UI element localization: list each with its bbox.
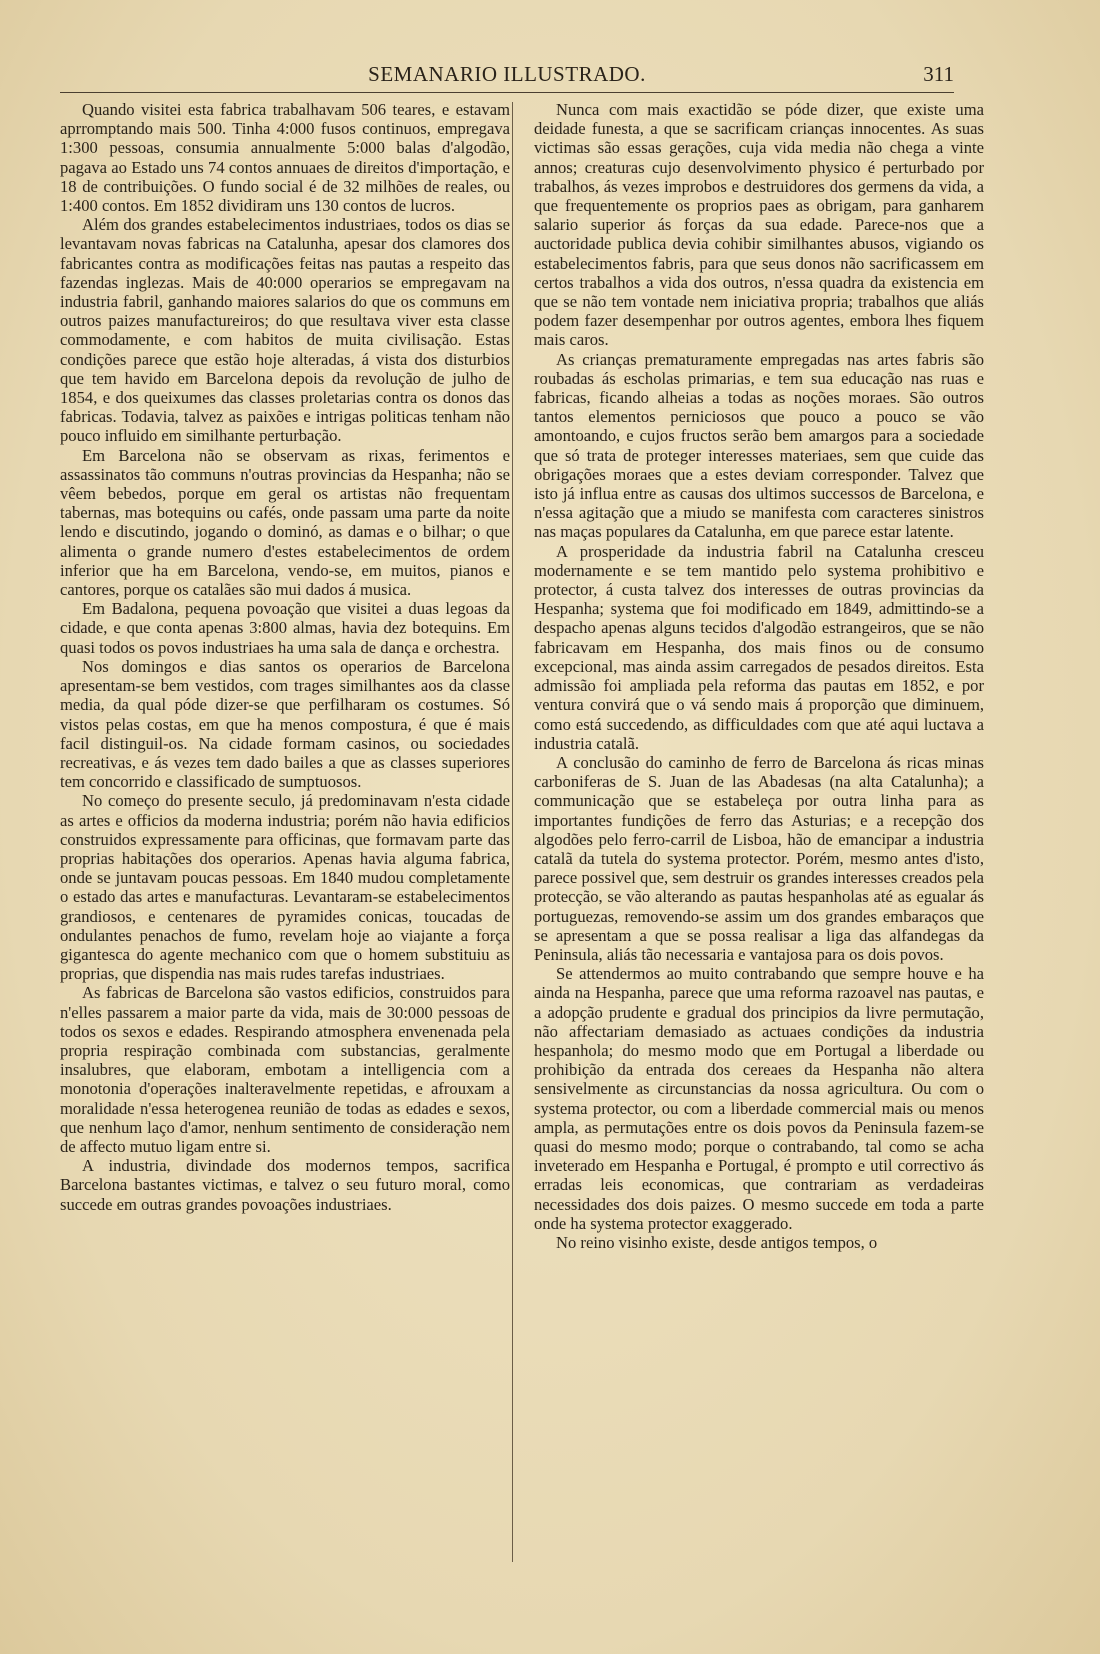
page-header: [60, 58, 954, 93]
paragraph: A prosperidade da industria fabril na Catalunha cresceu modernamente e se tem mantido pelo systema prohibitivo e protector, á custa talvez dos interesses de outras provincias da Hespanha; systema que foi modificado em 1849, admittindo-se a despacho apenas alguns tecidos d'algodão estrangeiros, que se não fabricavam em Hespanha, dos mais finos ou de consumo excepcional, mas ainda assim carregados de pesados direitos. Esta admissão foi ampliada pela reforma das pautas em 1852, e por ventura convirá que o vá sendo mais á proporção que diminuem, como está succedendo, as difficuldades com que até aqui luctava a industria catalã.: [534, 541, 984, 753]
paragraph: Em Badalona, pequena povoação que visitei a duas legoas da cidade, e que conta apenas 3:800 almas, havia dez botequins. Em quasi todos os povos industriaes ha uma sala de dança e orchestra.: [60, 599, 510, 657]
paragraph: Nunca com mais exactidão se póde dizer, que existe uma deidade funesta, a que se sacrificam crianças innocentes. As suas victimas são essas gerações, cuja vida media não chega a vinte annos; creaturas cujo desenvolvimento physico é perturbado por trabalhos, ás vezes improbos e destruidores dos germens da vida, a que frequentemente os proprios paes as obrigam, para ganharem salario superior ás forças da sua edade. Parece-nos que a auctoridade publica devia cohibir similhantes abusos, vigiando os estabelecimentos fabris, para que seus donos não sacrificassem em certos trabalhos a vida dos outros, n'essa quadra da existencia em que se não tem vontade nem iniciativa propria; trabalhos que aliás podem fazer desempenhar por outros agentes, embora lhes fiquem mais caros.: [534, 100, 984, 350]
paragraph: A conclusão do caminho de ferro de Barcelona ás ricas minas carboniferas de S. Juan de las Abadesas (na alta Catalunha); a communicação que se estabeleça por outra linha para as importantes fundições de ferro das Asturias; e a recepção dos algodões pelo ferro-carril de Lisboa, hão de emancipar a industria catalã da tutela do systema protector. Porém, mesmo antes d'isto, parece possivel que, sem destruir os grandes interesses creados pela protecção, se vão alterando as pautas hespanholas até as egualar ás portuguezas, removendo-se assim um dos grandes embaraços que se apresentam a que se possa realisar a liga das alfandegas da Peninsula, aliás tão necessaria e vantajosa para os dois povos.: [534, 752, 984, 964]
paragraph: A industria, divindade dos modernos tempos, sacrifica Barcelona bastantes victimas, e talvez o seu futuro moral, como succede em outras grandes povoações industriaes.: [60, 1156, 510, 1214]
paragraph: As crianças prematuramente empregadas nas artes fabris são roubadas ás escholas primarias, e tem sua educação nas ruas e fabricas, ficando alheias a todas as noções moraes. São outros tantos elementos perniciosos que pouco a pouco se vão amontoando, e cujos fructos serão bem amargos para a sociedade que só trata de proteger interesses materiaes, sem que cuide das obrigações moraes que a estes deviam corresponder. Talvez que isto já influa entre as causas dos ultimos successos de Barcelona, e n'essa agitação que a miudo se manifesta com caracteres sinistros nas maças populares da Catalunha, em que parece estar latente.: [534, 349, 984, 542]
page-number: 311: [923, 62, 954, 86]
left-column: [60, 100, 510, 1214]
paragraph: Além dos grandes estabelecimentos industriaes, todos os dias se levantavam novas fabricas na Catalunha, apesar dos clamores dos fabricantes contra as modificações feitas nas pautas a respeito das fazendas inglezas. Mais de 40:000 operarios se empregavam na industria fabril, ganhando maiores salarios do que os communs em outros paizes manufactureiros; do que resultava viver esta classe commodamente, e com habitos de muita civilisação. Estas condições parece que estão hoje alteradas, á vista dos disturbios que tem havido em Barcelona depois da revolução de julho de 1854, e dos queixumes das classes proletarias contra os donos das fabricas. Todavia, talvez as paixões e intrigas politicas tenham não pouco influido em similhante perturbação.: [60, 215, 510, 446]
paragraph: Quando visitei esta fabrica trabalhavam 506 teares, e estavam aprromptando mais 500. Tinha 4:000 fusos continuos, empregava 1:300 pessoas, consumia annualmente 5:000 balas d'algodão, pagava ao Estado uns 74 contos annuaes de direitos d'importação, e 18 de contribuições. O fundo social é de 32 milhões de reales, ou 1:400 contos. Em 1852 dividiram uns 130 contos de lucros.: [60, 100, 510, 216]
paragraph: Nos domingos e dias santos os operarios de Barcelona apresentam-se bem vestidos, com trages similhantes aos da classe media, da qual póde dizer-se que perfilharam os costumes. Só vistos pelas costas, em que ha menos compostura, é que é mais facil distinguil-os. Na cidade formam casinos, ou sociedades recreativas, e ás vezes tem dado bailes a que as classes superiores tem concorrido e classificado de sumptuosos.: [60, 656, 510, 792]
paragraph: As fabricas de Barcelona são vastos edificios, construidos para n'elles passarem a maior parte da vida, mais de 30:000 pessoas de todos os sexos e edades. Respirando atmosphera envenenada pela propria respiração combinada com substancias, geralmente insalubres, que elaboram, embotam a intelligencia com a monotonia d'operações inalteravelmente repetidas, e afrouxam a moralidade n'essa heterogenea reunião de todas as edades e sexos, que nenhum laço d'amor, nenhum sentimento de consideração nem de affecto mutuo ligam entre si.: [60, 983, 510, 1156]
paragraph: No reino visinho existe, desde antigos tempos, o: [556, 1232, 878, 1252]
running-title: SEMANARIO ILLUSTRADO.: [368, 62, 646, 86]
right-column: [534, 100, 984, 1252]
paragraph: Se attendermos ao muito contrabando que sempre houve e ha ainda na Hespanha, parece que uma reforma razoavel nas pautas, e a adopção prudente e gradual dos principios da livre permutação, não affectariam demasiado as actuaes condições da industria hespanhola; do mesmo modo que em Portugal a liberdade ou prohibição da entrada dos cereaes da Hespanha não altera sensivelmente as circunstancias da nossa agricultura. Ou com o systema protector, ou com a liberdade commercial mais ou menos ampla, as permutações entre os dois povos da Peninsula fazem-se quasi do mesmo modo; porque o contrabando, tal como se acha inveterado em Hespanha e Portugal, é prompto e util correctivo ás erradas leis economicas, que contrariam as verdadeiras necessidades dos dois paizes. O mesmo succede em toda a parte onde ha systema protector exaggerado.: [534, 964, 984, 1233]
column-divider: [512, 102, 513, 1562]
paragraph: Em Barcelona não se observam as rixas, ferimentos e assassinatos tão communs n'outras provincias da Hespanha; não se vêem bebedos, porque em geral os artistas não frequentam tabernas, mas botequins ou cafés, onde passam uma parte da noite lendo e discutindo, jogando o dominó, as damas e o bilhar; o que alimenta o grande numero d'estes estabelecimentos de ordem inferior que ha em Barcelona, vendo-se, em muitos, pianos e cantores, porque os catalães são mui dados á musica.: [60, 445, 510, 600]
paragraph: No começo do presente seculo, já predominavam n'esta cidade as artes e officios da moderna industria; porém não havia edificios construidos expressamente para officinas, que formavam parte das proprias habitações dos operarios. Apenas havia alguma fabrica, onde se juntavam poucas pessoas. Em 1840 mudou completamente o estado das artes e manufacturas. Levantaram-se estabelecimentos grandiosos, e centenares de pyramides conicas, toucadas de ondulantes penachos de fumo, revelam hoje ao viajante a força gigantesca do agente mechanico com que o homem substituiu as proprias, que dispendia nas mais rudes tarefas industriaes.: [60, 791, 510, 984]
